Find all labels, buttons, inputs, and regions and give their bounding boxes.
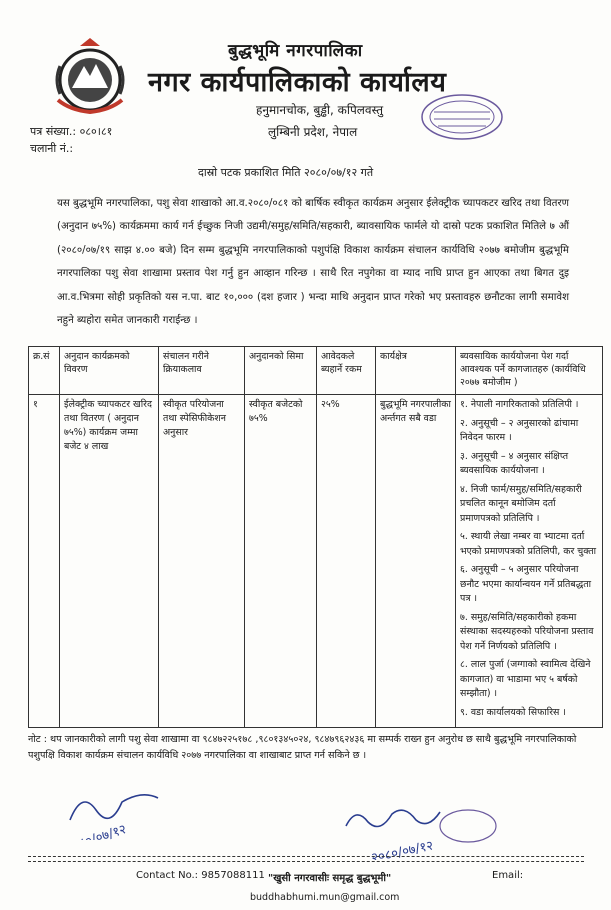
- list-item: ३. अनुसूची – ४ अनुसार संक्षिप्त ब्यवसायिक कार्ययोजना ।: [460, 450, 569, 476]
- list-item: १. नेपाली नागरिकताको प्रतिलिपी ।: [460, 399, 579, 410]
- list-item: ७. समुह/समिति/सहकारीको हकमा संस्थाका सदस्यहरुको परियोजना प्रस्ताव पेश गर्ने निर्णयको प्रतिलिपि ।: [460, 611, 594, 652]
- list-item: ९. वडा कार्यालयको सिफारिस ।: [460, 706, 566, 718]
- header-program: अनुदान कार्यक्रमको विवरण: [60, 347, 159, 395]
- footer-email[interactable]: buddhabhumi.mun@gmail.com: [250, 892, 400, 903]
- notice-title: दास्रो पटक प्रकाशित मिति २०८०/०७/१२ गते: [198, 166, 374, 179]
- cell-applicant-share: २५%: [317, 395, 376, 728]
- note-text: नोट : थप जानकारीको लागी पशु सेवा शाखामा वा ९८४७२२५१७८ ,९८०१३४५०२४, ९८४७९६२४३६ मा सम्पर्क राख्न हुन अनुरोध छ साथै बुद्धभूमि नगरपालिकाको पशुपक्षि विकाश कार्यक्रम संचालन कार्यविधि २०७७ नगरपालिका वा शाखाबाट प्राप्त गर्न सकिने छ ।: [28, 734, 577, 761]
- table-row: [29, 395, 603, 728]
- grant-table: [28, 346, 603, 728]
- signature-right: [340, 800, 500, 860]
- footer-divider: [28, 856, 584, 862]
- cell-activity: स्वीकृत परियोजना तथा स्पेसिफीकेशन अनुसार: [159, 395, 245, 728]
- documents-list: [460, 398, 598, 720]
- address-line-1: हनुमानचोक, बुड्ढी, कपिलवस्तु: [256, 103, 384, 117]
- header-area: कार्यक्षेत्र: [376, 347, 456, 395]
- list-item: २. अनुसूची – २ अनुसारको ढांचामा निवेदन फारम ।: [460, 417, 579, 443]
- list-item: ४. निजी फार्म/समुह/समिति/सहकारी प्रचलित कानून बमोजिम दर्ता प्रमाणपत्रको प्रतिलिपि ।: [460, 483, 582, 524]
- cell-documents: [456, 395, 603, 728]
- cell-program: ईलेक्ट्रीक च्यापकटर खरिद तथा वितरण ( अनुदान ७५%) कार्यक्रम जम्मा बजेट ४ लाख: [60, 395, 159, 728]
- nepal-emblem-icon: [50, 36, 130, 118]
- dispatch-number: चलानी नं.:: [30, 142, 74, 155]
- footer-slogan: "खुसी नगरवासीः समृद्ध बुद्धभूमी": [268, 873, 392, 884]
- list-item: ६. अनुसूची – ५ अनुसार परियोजना छनौट भएमा कार्यान्वयन गर्ने प्रतिबद्धता पत्र ।: [460, 564, 592, 604]
- footer-contact: Contact No.: 9857088111: [136, 870, 265, 881]
- address-line-2: लुम्बिनी प्रदेश, नेपाल: [268, 125, 358, 139]
- right-date: २०८०/०७/१२: [370, 838, 435, 860]
- header-activity: संचालन गरीने क्रियाकलाव: [159, 347, 245, 395]
- cell-area: बुद्धभूमि नगरपालीका अर्न्तगत सबै वडा: [376, 395, 456, 728]
- header-applicant-share: आवेदकले ब्यहार्ने रकम: [317, 347, 376, 395]
- left-date: ०८०/०७/१२: [70, 822, 129, 840]
- notice-body: यस बुद्धभूमि नगरपालिका, पशु सेवा शाखाको आ.व.२०८०/०८१ को बार्षिक स्वीकृत कार्यक्रम अनुसार ईलेक्ट्रीक च्यापकटर खरिद तथा वितरण (अनुदान ७५%) कार्यक्रममा कार्य गर्न ईच्छुक निजी उद्यमी/समुह/समिति/सहकारी, ब्यावसायिक फार्मले यो दास्रो पटक प्रकाशित मितिले ७ औं (२०८०/०७/१९ साझ ४.०० बजे) दिन सम्म बुद्धभूमि नगरपालिकाको पशुपंक्षि विकाश कार्यक्रम संचालन कार्यविधि २०७७ बमोजीम बुद्धभूमि नगरपालिका पशु सेवा शाखामा प्रस्ताव पेश गर्नु हुन आव्हान गरिन्छ । साथै रित नपुगेका वा म्याद नाघि प्राप्त हुन आएका तथा बिगत दुइ आ.व.भित्रमा सोही प्रकृतिको यस न.पा. बाट १०,००० (दश हजार ) भन्दा माथि अनुदान प्राप्त गरेको भए प्रस्तावहरु छनौटका लागी समावेश नहुने ब्यहोरा समेत जानकारी गराईन्छ ।: [57, 198, 569, 327]
- municipality-name: बुद्धभूमि नगरपालिका: [228, 41, 363, 61]
- header-limit: अनुदानको सिमा: [245, 347, 317, 395]
- cell-limit: स्वीकृत बजेटको ७५%: [245, 395, 317, 728]
- header-documents: ब्यवसायिक कार्ययोजना पेश गर्दा आवश्यक पर्ने कागजातहरु (कार्यविधि २०७७ बमोजीम ): [456, 347, 603, 395]
- ref-number: पत्र संख्या.: ०८०।८१: [30, 125, 113, 138]
- header-sn: क्र.सं: [29, 347, 60, 395]
- office-stamp-icon: [418, 92, 506, 142]
- office-title: नगर कार्यपालिकाको कार्यालय: [148, 67, 447, 98]
- signature-left: [62, 780, 182, 840]
- list-item: ८. लाल पुर्जा (जग्गाको स्वामित्व देखिने कागजात) वा भाडामा भए ५ बर्षको सम्झौता) ।: [460, 659, 591, 699]
- list-item: ५. स्थायी लेखा नम्बर वा भ्याटमा दर्ता भएको प्रमाणपत्रको प्रतिलिपी, कर चुक्ता: [460, 531, 597, 557]
- cell-sn: १: [29, 395, 60, 728]
- footer-email-label: Email:: [492, 870, 524, 881]
